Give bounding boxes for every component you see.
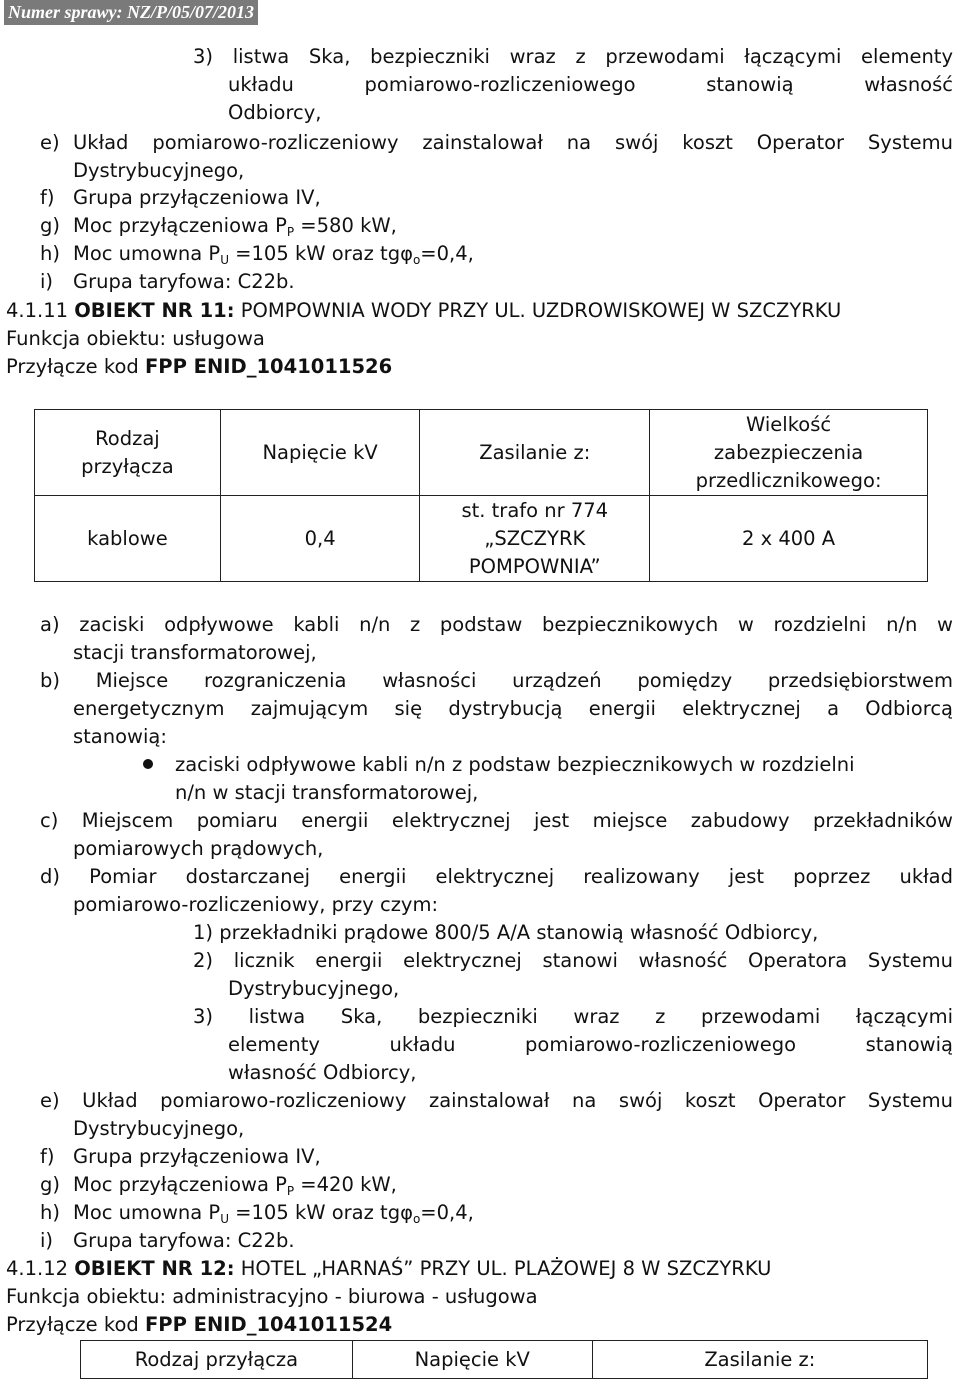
item-c-line2: pomiarowych prądowych,	[73, 837, 324, 860]
item-b-line2: energetycznym zajmującym się dystrybucją energii elektrycznej a Odbiorcą	[73, 697, 953, 720]
section-11-connection: Przyłącze kod FPP ENID_1041011526	[6, 355, 393, 378]
item-i2-label: i)	[40, 1229, 54, 1252]
item-d-line2: pomiarowo-rozliczeniowy, przy czym:	[73, 893, 439, 916]
cell-type: kablowe	[35, 496, 221, 582]
item-g2-label: g)	[40, 1173, 60, 1196]
section-11-heading: 4.1.11 OBIEKT NR 11: POMPOWNIA WODY PRZY UL. UZDROWISKOWEJ W SZCZYRKU	[6, 299, 842, 322]
col-header-supply: Zasilanie z:	[592, 1341, 927, 1379]
item-d2-line2: Dystrybucyjnego,	[228, 977, 400, 1000]
item-d1: 1) przekładniki prądowe 800/5 A/A stanowią własność Odbiorcy,	[193, 921, 819, 944]
item-a-line2: stacji transformatorowej,	[73, 641, 317, 664]
bullet-icon	[143, 759, 153, 769]
item-h2-text: Moc umowna $P_U =105$ kW oraz tgφ$_o$=0,4,	[73, 1201, 474, 1226]
item3-line2: układu pomiarowo-rozliczeniowego stanowią własność	[228, 73, 953, 96]
col-header-supply: Zasilanie z:	[420, 410, 650, 496]
bullet-line1: zaciski odpływowe kabli n/n z podstaw bezpiecznikowych w rozdzielni	[175, 753, 855, 776]
item-d2-line1: 2) licznik energii elektrycznej stanowi własność Operatora Systemu	[193, 949, 953, 972]
item-h2-label: h)	[40, 1201, 60, 1224]
table-row	[35, 496, 928, 582]
col-header-voltage: Napięcie kV	[352, 1341, 592, 1379]
item-d3-line3: własność Odbiorcy,	[228, 1061, 417, 1084]
item-e2-line1: e) Układ pomiarowo-rozliczeniowy zainstalował na swój koszt Operator Systemu	[40, 1089, 953, 1112]
item3-line3: Odbiorcy,	[228, 101, 322, 124]
section-12-heading: 4.1.12 OBIEKT NR 12: HOTEL „HARNAŚ” PRZY UL. PLAŻOWEJ 8 W SZCZYRKU	[6, 1257, 772, 1280]
item-b-line3: stanowią:	[73, 725, 167, 748]
item-a-line1: a) zaciski odpływowe kabli n/n z podstaw bezpiecznikowych w rozdzielni n/n w	[40, 613, 953, 636]
item-i-text: Grupa taryfowa: C22b.	[73, 270, 295, 293]
item-g2-text: Moc przyłączeniowa $P_P =420$ kW,	[73, 1173, 397, 1198]
item-e-line2: Dystrybucyjnego,	[73, 159, 245, 182]
item-d-line1: d) Pomiar dostarczanej energii elektrycznej realizowany jest poprzez układ	[40, 865, 953, 888]
section-12-connection: Przyłącze kod FPP ENID_1041011524	[6, 1313, 393, 1336]
item-g-label: g)	[40, 214, 60, 237]
item-f2-text: Grupa przyłączeniowa IV,	[73, 1145, 321, 1168]
item-c-line1: c) Miejscem pomiaru energii elektrycznej jest miejsce zabudowy przekładników	[40, 809, 953, 832]
col-header-voltage: Napięcie kV	[220, 410, 420, 496]
col-header-type: Rodzaj przyłącza	[81, 1341, 353, 1379]
item-g-text: Moc przyłączeniowa $P_P =580$ kW,	[73, 214, 397, 239]
item-h-label: h)	[40, 242, 60, 265]
item-e2-line2: Dystrybucyjnego,	[73, 1117, 245, 1140]
item-f-label: f)	[40, 186, 55, 209]
item-e-line1: Układ pomiarowo-rozliczeniowy zainstalował na swój koszt Operator Systemu	[73, 131, 953, 154]
item-f-text: Grupa przyłączeniowa IV,	[73, 186, 321, 209]
item-e-label: e)	[40, 131, 60, 154]
item-i-label: i)	[40, 270, 54, 293]
item-i2-text: Grupa taryfowa: C22b.	[73, 1229, 295, 1252]
col-header-type: Rodzaj przyłącza	[35, 410, 221, 496]
cell-voltage: 0,4	[220, 496, 420, 582]
cell-protection: 2 x 400 A	[650, 496, 928, 582]
item-h-text: Moc umowna $P_U =105$ kW oraz tgφ$_o$=0,4,	[73, 242, 474, 267]
document-number-header: Numer sprawy: NZ/P/05/07/2013	[4, 0, 258, 25]
bullet-line2: n/n w stacji transformatorowej,	[175, 781, 479, 804]
item-d3-line1: 3) listwa Ska, bezpieczniki wraz z przewodami łączącymi	[193, 1005, 953, 1028]
item-f2-label: f)	[40, 1145, 55, 1168]
section-12-function: Funkcja obiektu: administracyjno - biurowa - usługowa	[6, 1285, 538, 1308]
connection-table-12	[80, 1340, 928, 1379]
cell-supply: st. trafo nr 774 „SZCZYRK POMPOWNIA”	[420, 496, 650, 582]
section-11-function: Funkcja obiektu: usługowa	[6, 327, 265, 350]
col-header-protection: Wielkość zabezpieczenia przedlicznikowego:	[650, 410, 928, 496]
connection-table-11	[34, 409, 928, 582]
item3-line1: 3) listwa Ska, bezpieczniki wraz z przewodami łączącymi elementy	[193, 45, 953, 68]
item-b-line1: b) Miejsce rozgraniczenia własności urządzeń pomiędzy przedsiębiorstwem	[40, 669, 953, 692]
item-d3-line2: elementy układu pomiarowo-rozliczeniowego stanowią	[228, 1033, 953, 1056]
